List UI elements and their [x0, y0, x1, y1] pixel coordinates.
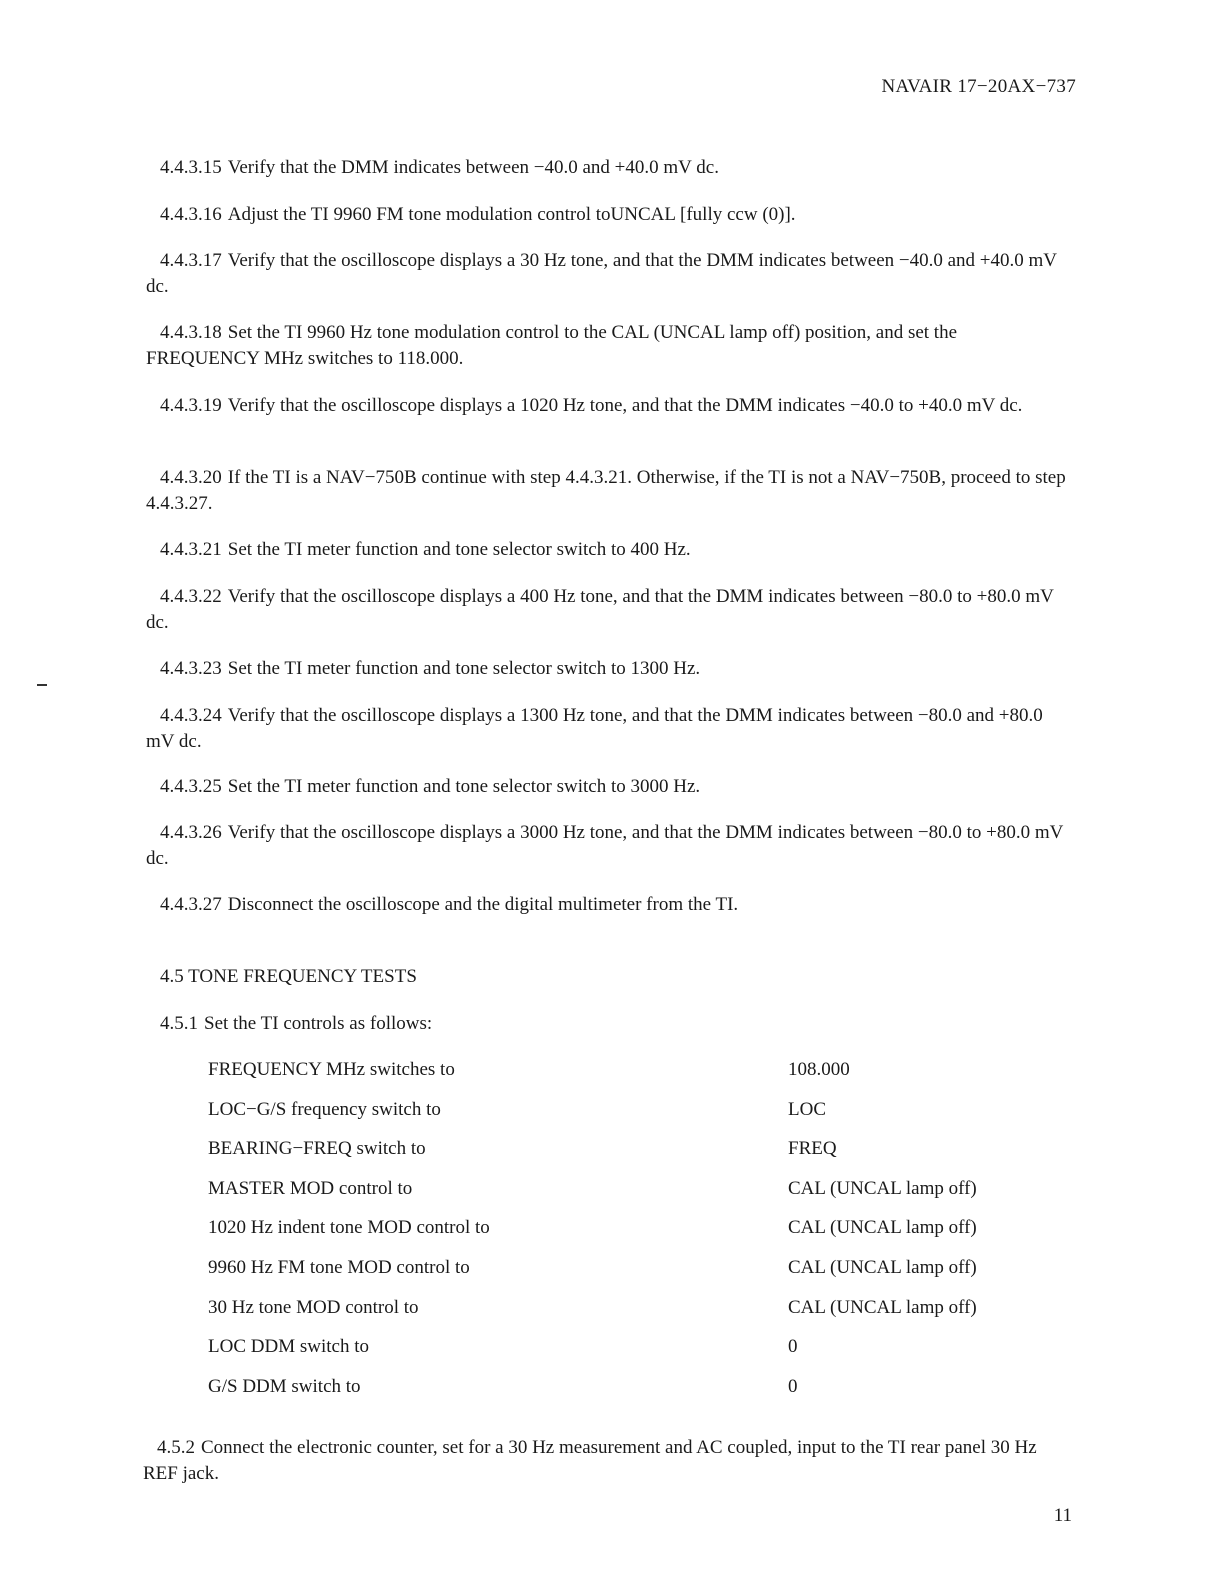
paragraph-text: Set the TI 9960 Hz tone modulation control to the CAL (UNCAL lamp off) position, and set the FREQUENCY MHz switches to 118.000.: [146, 322, 958, 369]
setting-label: MASTER MOD control to: [208, 1177, 413, 1199]
paragraph-4-5-1: [146, 1011, 1066, 1037]
paragraph-4-4-3-16: [146, 202, 1066, 228]
paragraph-text: Connect the electronic counter, set for a 30 Hz measurement and AC coupled, input to the TI rear panel 30 Hz REF jack.: [143, 1437, 1037, 1484]
paragraph-4-4-3-15: [146, 155, 1066, 181]
paragraph-text: Set the TI meter function and tone selector switch to 400 Hz.: [227, 539, 691, 560]
paragraph-number: 4.4.3.20: [160, 467, 222, 488]
paragraph-4-4-3-24: [146, 703, 1066, 755]
setting-label: BEARING−FREQ switch to: [208, 1138, 426, 1160]
setting-value: FREQ: [788, 1138, 837, 1160]
document-id-header: NAVAIR 17−20AX−737: [881, 76, 1076, 97]
paragraph-4-4-3-23: [146, 656, 1066, 682]
setting-row: [208, 1215, 1068, 1255]
paragraph-text: Verify that the oscilloscope displays a 1300 Hz tone, and that the DMM indicates between −80.0 and +80.0 mV dc.: [146, 705, 1043, 752]
paragraph-number: 4.4.3.26: [160, 822, 222, 843]
paragraph-text: Set the TI controls as follows:: [204, 1013, 433, 1034]
margin-mark: [37, 684, 47, 686]
setting-row: [208, 1255, 1068, 1295]
paragraph-number: 4.4.3.15: [160, 157, 222, 178]
setting-value: 108.000: [788, 1059, 850, 1080]
paragraph-number: 4.4.3.24: [160, 705, 222, 726]
paragraph-4-4-3-22: [146, 584, 1066, 636]
setting-row: [208, 1334, 1068, 1374]
setting-value: LOC: [788, 1098, 826, 1120]
setting-value: CAL (UNCAL lamp off): [788, 1217, 977, 1239]
setting-label: G/S DDM switch to: [208, 1375, 361, 1397]
paragraph-text: Disconnect the oscilloscope and the digital multimeter from the TI.: [227, 894, 739, 915]
paragraph-number: 4.4.3.25: [160, 776, 222, 797]
setting-value: 0: [788, 1336, 798, 1358]
paragraph-number: 4.4.3.22: [160, 586, 222, 607]
paragraph-text: Verify that the oscilloscope displays a 400 Hz tone, and that the DMM indicates between −80.0 to +80.0 mV dc.: [146, 586, 1054, 633]
setting-label: FREQUENCY MHz switches to: [208, 1059, 455, 1080]
paragraph-4-4-3-25: [146, 774, 1066, 800]
section-heading: 4.5 TONE FREQUENCY TESTS: [160, 966, 417, 987]
setting-label: 1020 Hz indent tone MOD control to: [208, 1217, 490, 1239]
paragraph-text: Verify that the oscilloscope displays a 1020 Hz tone, and that the DMM indicates −40.0 to +40.0 mV dc.: [227, 395, 1023, 416]
paragraph-text: If the TI is a NAV−750B continue with step 4.4.3.21. Otherwise, if the TI is not a NAV−750B, proceed to step 4.4.3.27.: [146, 467, 1066, 514]
setting-label: LOC−G/S frequency switch to: [208, 1098, 441, 1120]
setting-value: CAL (UNCAL lamp off): [788, 1177, 977, 1199]
paragraph-number: 4.5.2: [157, 1437, 195, 1458]
setting-row: [208, 1295, 1068, 1335]
paragraph-4-4-3-19: [146, 393, 1066, 419]
paragraph-text: Set the TI meter function and tone selector switch to 3000 Hz.: [227, 776, 701, 797]
paragraph-number: 4.4.3.18: [160, 322, 222, 343]
paragraph-4-4-3-26: [146, 820, 1066, 872]
paragraph-text: Verify that the oscilloscope displays a 3000 Hz tone, and that the DMM indicates between −80.0 to +80.0 mV dc.: [146, 822, 1064, 869]
paragraph-text: Adjust the TI 9960 FM tone modulation control toUNCAL [fully ccw (0)].: [227, 204, 796, 225]
paragraph-4-4-3-18: [146, 320, 1066, 372]
paragraph-4-4-3-27: [146, 892, 1066, 918]
paragraph-number: 4.4.3.21: [160, 539, 222, 560]
setting-row: [208, 1136, 1068, 1176]
paragraph-4-4-3-17: [146, 248, 1066, 300]
setting-label: 30 Hz tone MOD control to: [208, 1296, 419, 1318]
setting-value: 0: [788, 1375, 798, 1397]
controls-settings-list: [208, 1057, 1068, 1413]
setting-row: [208, 1176, 1068, 1216]
setting-row: [208, 1057, 1068, 1097]
paragraph-number: 4.4.3.27: [160, 894, 222, 915]
setting-row: [208, 1374, 1068, 1414]
setting-label: LOC DDM switch to: [208, 1336, 369, 1358]
paragraph-number: 4.4.3.19: [160, 395, 222, 416]
paragraph-number: 4.4.3.23: [160, 658, 222, 679]
paragraph-4-4-3-20: [146, 465, 1066, 517]
setting-value: CAL (UNCAL lamp off): [788, 1256, 977, 1278]
paragraph-text: Set the TI meter function and tone selector switch to 1300 Hz.: [227, 658, 701, 679]
paragraph-number: 4.4.3.16: [160, 204, 222, 225]
paragraph-4-4-3-21: [146, 537, 1066, 563]
paragraph-number: 4.5.1: [160, 1013, 198, 1034]
setting-label: 9960 Hz FM tone MOD control to: [208, 1256, 470, 1278]
paragraph-number: 4.4.3.17: [160, 250, 222, 271]
paragraph-text: Verify that the oscilloscope displays a 30 Hz tone, and that the DMM indicates between −40.0 and +40.0 mV dc.: [146, 250, 1057, 297]
paragraph-text: Verify that the DMM indicates between −40.0 and +40.0 mV dc.: [227, 157, 719, 178]
setting-row: [208, 1097, 1068, 1137]
page-number: 11: [1053, 1505, 1072, 1526]
paragraph-4-5-2: [143, 1435, 1063, 1487]
setting-value: CAL (UNCAL lamp off): [788, 1296, 977, 1318]
